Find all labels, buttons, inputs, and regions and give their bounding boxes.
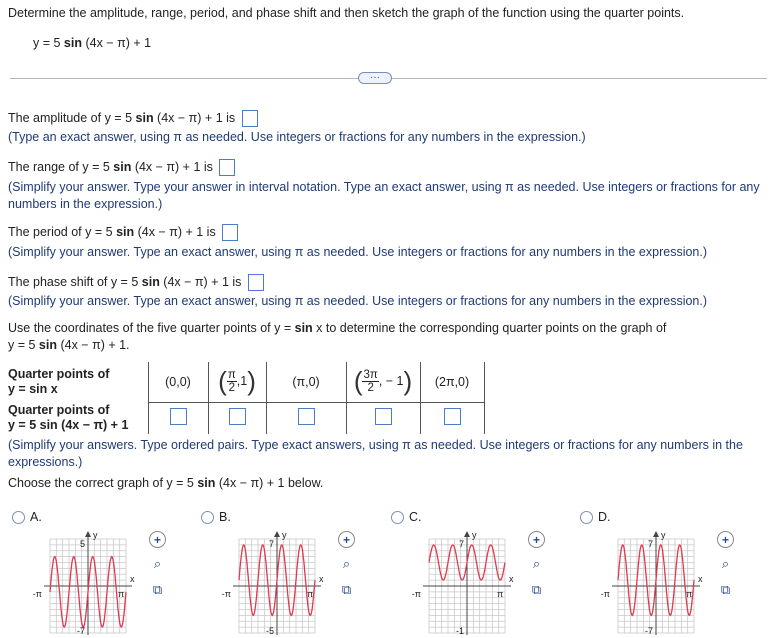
answer-option-c[interactable] xyxy=(391,509,571,637)
phase-shift-question: The phase shift of y = 5 sin (4x − π) + 1 is xyxy=(8,274,264,291)
range-answer-input[interactable] xyxy=(219,159,235,176)
option-graph xyxy=(590,527,710,635)
range-question: The range of y = 5 sin (4x − π) + 1 is xyxy=(8,159,235,176)
answer-option-a[interactable] xyxy=(12,509,192,637)
x-tick-left: -π xyxy=(600,589,610,599)
y-tick-top: 7 xyxy=(647,539,653,549)
zoom-out-icon[interactable]: ⌕ xyxy=(532,556,541,571)
row-label-sin: Quarter points of y = sin x xyxy=(8,367,110,396)
option-label: C. xyxy=(409,510,422,524)
zoom-in-icon[interactable]: + xyxy=(338,531,355,548)
quarter-point-4-input[interactable] xyxy=(375,408,392,425)
y-axis-arrow xyxy=(85,531,91,537)
y-axis-label: y xyxy=(661,530,666,540)
x-axis-label: x xyxy=(319,574,324,584)
y-tick-bottom: -7 xyxy=(644,626,653,635)
zoom-out-icon[interactable]: ⌕ xyxy=(721,556,730,571)
answer-option-b[interactable] xyxy=(201,509,381,637)
quarter-point-3-input[interactable] xyxy=(298,408,315,425)
y-axis-label: y xyxy=(472,530,477,540)
option-label: B. xyxy=(219,510,231,524)
y-tick-top: 7 xyxy=(268,539,274,549)
point-3: (π,0) xyxy=(266,362,346,402)
period-hint: (Simplify your answer. Type an exact answer, using π as needed. Use integers or fractions for any numbers in the expression.) xyxy=(8,245,708,259)
period-answer-input[interactable] xyxy=(222,224,238,241)
y-tick-bottom: -1 xyxy=(455,626,464,635)
y-axis-label: y xyxy=(282,530,287,540)
point-1: (0,0) xyxy=(148,362,208,402)
y-tick-top: 5 xyxy=(79,539,85,549)
answer-option-d[interactable] xyxy=(580,509,760,637)
x-axis-label: x xyxy=(509,574,514,584)
period-question: The period of y = 5 sin (4x − π) + 1 is xyxy=(8,224,238,241)
quarter-point-1-input[interactable] xyxy=(170,408,187,425)
function-equation: y = 5 sin (4x − π) + 1 xyxy=(33,36,152,50)
point-5: (2π,0) xyxy=(420,362,484,402)
quarter-points-intro: Use the coordinates of the five quarter points of y = sin x to determine the corresponding quarter points on the graph of xyxy=(8,321,667,335)
x-tick-left: -π xyxy=(221,589,231,599)
y-tick-bottom: -5 xyxy=(265,626,274,635)
x-tick-right: π xyxy=(497,589,504,599)
popout-icon[interactable]: ⧉ xyxy=(531,582,542,597)
zoom-in-icon[interactable]: + xyxy=(717,531,734,548)
quarter-points-intro-2: y = 5 sin (4x − π) + 1. xyxy=(8,338,130,352)
x-tick-right: π xyxy=(307,589,314,599)
option-radio-c[interactable] xyxy=(391,511,404,524)
option-radio-a[interactable] xyxy=(12,511,25,524)
x-axis-label: x xyxy=(698,574,703,584)
option-radio-d[interactable] xyxy=(580,511,593,524)
table-hint: (Simplify your answers. Type ordered pairs. Type exact answers, using π as needed. Use integers or fractions for any numbers in the expressions.) xyxy=(8,438,743,469)
y-tick-bottom: -7 xyxy=(76,626,85,635)
x-tick-right: π xyxy=(118,589,125,599)
option-graph xyxy=(211,527,331,635)
popout-icon[interactable]: ⧉ xyxy=(720,582,731,597)
y-axis-arrow xyxy=(653,531,659,537)
amplitude-hint: (Type an exact answer, using π as needed. Use integers or fractions for any numbers in the expression.) xyxy=(8,130,586,144)
quarter-points-table xyxy=(8,362,485,434)
choose-graph-prompt: Choose the correct graph of y = 5 sin (4x − π) + 1 below. xyxy=(8,476,324,490)
popout-icon[interactable]: ⧉ xyxy=(152,582,163,597)
phase-shift-hint: (Simplify your answer. Type an exact answer, using π as needed. Use integers or fractions for any numbers in the expression.) xyxy=(8,294,708,308)
amplitude-answer-input[interactable] xyxy=(242,110,258,127)
show-more-button[interactable]: ··· xyxy=(358,72,392,84)
range-hint: (Simplify your answer. Type your answer in interval notation. Type an exact answer, using π as needed. Use integers or fractions for any numbers in the expression.) xyxy=(8,180,760,211)
quarter-point-5-input[interactable] xyxy=(444,408,461,425)
option-graph xyxy=(401,527,521,635)
x-tick-left: -π xyxy=(411,589,421,599)
option-graph xyxy=(22,527,142,635)
point-2: ( $\frac{\pi}{2}$ ,1) xyxy=(208,362,266,402)
zoom-in-icon[interactable]: + xyxy=(528,531,545,548)
phase-shift-answer-input[interactable] xyxy=(248,274,264,291)
option-radio-b[interactable] xyxy=(201,511,214,524)
quarter-point-2-input[interactable] xyxy=(229,408,246,425)
row-label-transformed: Quarter points of y = 5 sin (4x − π) + 1 xyxy=(8,403,129,432)
popout-icon[interactable]: ⧉ xyxy=(341,582,352,597)
x-tick-right: π xyxy=(686,589,693,599)
option-label: A. xyxy=(30,510,42,524)
x-tick-left: -π xyxy=(32,589,42,599)
option-label: D. xyxy=(598,510,611,524)
y-axis-label: y xyxy=(93,530,98,540)
y-axis-arrow xyxy=(464,531,470,537)
amplitude-question: The amplitude of y = 5 sin (4x − π) + 1 is xyxy=(8,110,258,127)
question-prompt: Determine the amplitude, range, period, and phase shift and then sketch the graph of the function using the quarter points. xyxy=(8,6,685,20)
x-axis-label: x xyxy=(130,574,135,584)
zoom-out-icon[interactable]: ⌕ xyxy=(342,556,351,571)
zoom-in-icon[interactable]: + xyxy=(149,531,166,548)
y-tick-top: 7 xyxy=(458,539,464,549)
zoom-out-icon[interactable]: ⌕ xyxy=(153,556,162,571)
y-axis-arrow xyxy=(274,531,280,537)
point-4: ( $\frac{3\pi}{2}$ , − 1) xyxy=(346,362,420,402)
